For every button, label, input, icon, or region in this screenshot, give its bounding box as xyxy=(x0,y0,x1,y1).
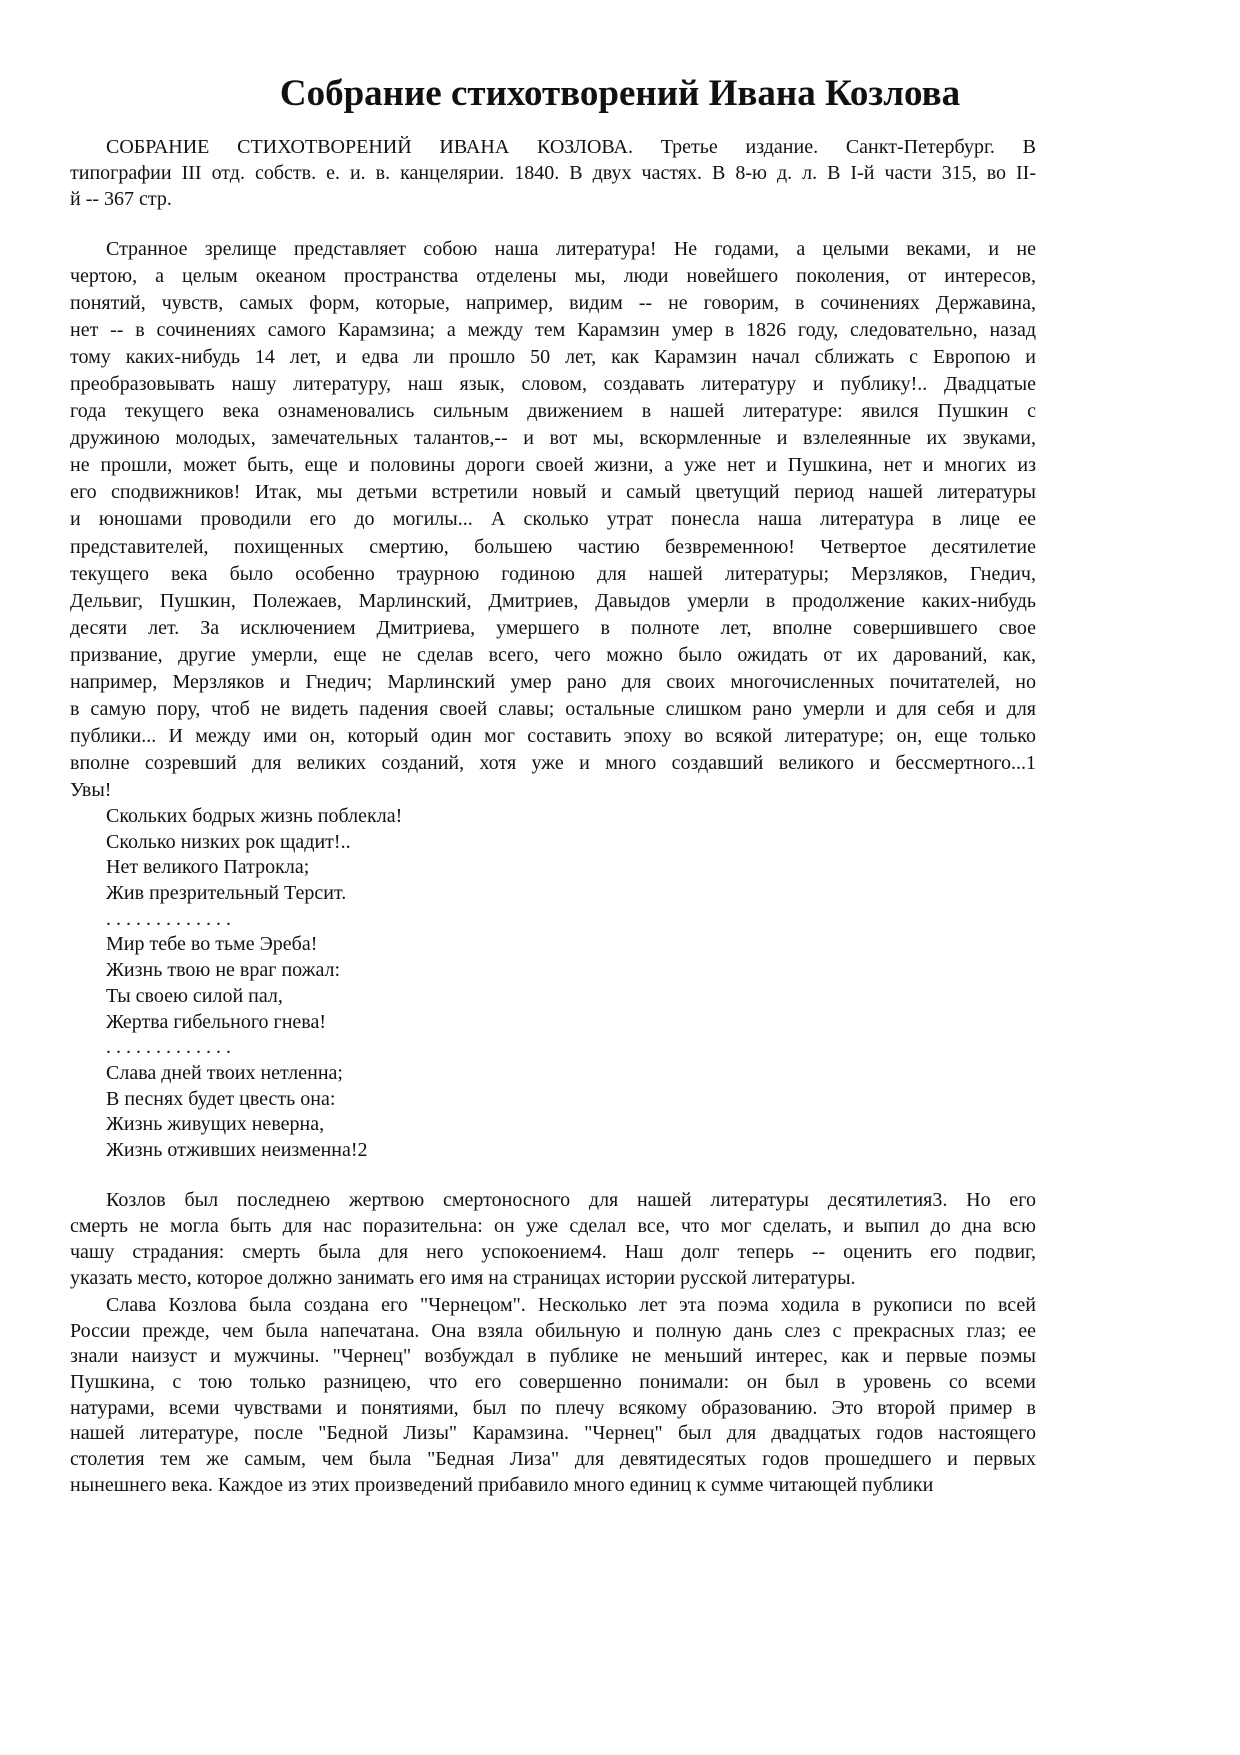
poem-line: Жертва гибельного гнева! xyxy=(106,1010,327,1033)
text-line: типографии III отд. собств. е. и. в. канцелярии. 1840. В двух частях. В 8-ю д. л. В I-й части 315, во II- xyxy=(70,162,1036,184)
text-line: не прошли, может быть, еще и половины дороги своей жизни, а уже нет и Пушкина, нет и многих из xyxy=(70,454,1036,477)
poem-line: Мир тебе во тьме Эреба! xyxy=(106,933,318,956)
poem-quote xyxy=(70,803,1036,1163)
poem-line: Слава дней твоих нетленна; xyxy=(106,1061,343,1084)
paragraph-kozlov-death xyxy=(70,1187,1036,1291)
text-line: призвание, другие умерли, еще не сделав всего, чего можно было ожидать от их дарований, как, xyxy=(70,643,1036,666)
text-line: указать место, которое должно занимать его имя на страницах истории русской литературы. xyxy=(70,1267,856,1289)
text-line: в самую пору, чтоб не видеть падения своей славы; остальные слишком рано умерли и для себя и для xyxy=(70,697,1036,720)
poem-line: . . . . . . . . . . . . . xyxy=(106,907,231,930)
text-line: смерть не могла быть для нас поразительна: он уже сделал все, что мог сделать, и выпил до дна всю xyxy=(70,1215,1036,1237)
text-line: нынешнего века. Каждое из этих произведений прибавило много единиц к сумме читающей публики xyxy=(70,1473,934,1496)
text-line: нашей литературе, после "Бедной Лизы" Карамзина. "Чернец" был для двадцатых годов настоящего xyxy=(70,1422,1036,1445)
text-line: дружиною молодых, замечательных талантов,-- и вот мы, вскормленные и взлелеянные их звуками, xyxy=(70,427,1036,450)
text-line: чашу страдания: смерть была для него успокоением4. Наш долг теперь -- оценить его подвиг, xyxy=(70,1241,1036,1263)
text-line: текущего века было особенно траурною годиною для нашей литературы; Мерзляков, Гнедич, xyxy=(70,562,1036,585)
poem-line: Ты своею силой пал, xyxy=(106,984,283,1007)
text-line: преобразовывать нашу литературу, наш язык, словом, создавать литературу и публику!.. Двадцатые xyxy=(70,373,1036,396)
text-line: тому каких-нибудь 14 лет, и едва ли прошло 50 лет, как Карамзин начал сближать с Европою и xyxy=(70,346,1036,369)
text-line: Увы! xyxy=(70,778,112,801)
text-line: чертою, а целым океаном пространства отделены мы, люди новейшего поколения, от интересов, xyxy=(70,265,1036,288)
text-line: столетия тем же самым, чем была "Бедная Лиза" для девятидесятых годов прошедшего и первых xyxy=(70,1448,1036,1471)
text-line: СОБРАНИЕ СТИХОТВОРЕНИЙ ИВАНА КОЗЛОВА. Третье издание. Санкт-Петербург. В xyxy=(106,136,1036,158)
text-line: Пушкина, с тою только разницею, что его совершенно понимали: он был в уровень со всеми xyxy=(70,1371,1036,1394)
document-title: Собрание стихотворений Ивана Козлова xyxy=(279,73,961,114)
paragraph-intro xyxy=(70,236,1036,804)
poem-line: Сколько низких рок щадит!.. xyxy=(106,830,351,853)
poem-line: В песнях будет цвесть она: xyxy=(106,1087,336,1110)
text-line: публики... И между ими он, который один мог составить эпоху во всякой литературе; он, еще только xyxy=(70,724,1036,747)
poem-line: Жизнь твою не враг пожал: xyxy=(106,959,341,982)
poem-line: Жизнь отживших неизменна!2 xyxy=(106,1138,368,1161)
text-line: знали наизуст и мужчины. "Чернец" возбуждал в публике не меньший интерес, как и первые поэмы xyxy=(70,1345,1036,1368)
poem-line: Нет великого Патрокла; xyxy=(106,856,310,879)
text-line: России прежде, чем была напечатана. Она взяла обильную и полную дань слез с прекрасных глаз; ее xyxy=(70,1319,1036,1342)
text-line: Дельвиг, Пушкин, Полежаев, Марлинский, Дмитриев, Давыдов умерли в продолжение каких-нибудь xyxy=(70,589,1036,612)
text-line: представителей, похищенных смертию, большею частию безвременною! Четвертое десятилетие xyxy=(70,535,1036,558)
poem-line: Скольких бодрых жизнь поблекла! xyxy=(106,805,403,827)
text-line: и юношами проводили его до могилы... А сколько утрат понесла наша литература в лице ее xyxy=(70,508,1036,531)
text-line: й -- 367 стр. xyxy=(70,188,172,210)
text-line: натурами, всеми чувствами и понятиями, был по плечу всякому образованию. Это второй пример в xyxy=(70,1396,1036,1419)
poem-line: Жив презрительный Терсит. xyxy=(106,882,347,905)
text-line: нет -- в сочинениях самого Карамзина; а между тем Карамзин умер в 1826 году, следовательно, назад xyxy=(70,319,1036,342)
poem-line: Жизнь живущих неверна, xyxy=(106,1113,325,1136)
text-line: Странное зрелище представляет собою наша литература! Не годами, а целыми веками, и не xyxy=(106,238,1036,260)
text-line: Козлов был последнею жертвою смертоносного для нашей литературы десятилетия3. Но его xyxy=(106,1189,1036,1211)
text-line: понятий, чувств, самых форм, которые, например, видим -- не говорим, в сочинениях Державина, xyxy=(70,292,1036,315)
text-line: его сподвижников! Итак, мы детьми встретили новый и самый цветущий период нашей литературы xyxy=(70,481,1036,504)
paragraph-publication-info xyxy=(70,134,1036,212)
text-line: десяти лет. За исключением Дмитриева, умершего в полноте лет, вполне совершившего свое xyxy=(70,616,1036,639)
text-line: вполне созревший для великих созданий, хотя уже и много создавший великого и бессмертного...1 xyxy=(70,751,1036,774)
text-line: Слава Козлова была создана его "Чернецом". Несколько лет эта поэма ходила в рукописи по всей xyxy=(106,1294,1036,1316)
text-line: например, Мерзляков и Гнедич; Марлинский умер рано для своих многочисленных почитателей, но xyxy=(70,670,1036,693)
paragraph-chernets xyxy=(70,1292,1036,1498)
poem-line: . . . . . . . . . . . . . xyxy=(106,1036,231,1059)
text-line: года текущего века ознаменовались сильным движением в нашей литературе: явился Пушкин с xyxy=(70,400,1036,423)
